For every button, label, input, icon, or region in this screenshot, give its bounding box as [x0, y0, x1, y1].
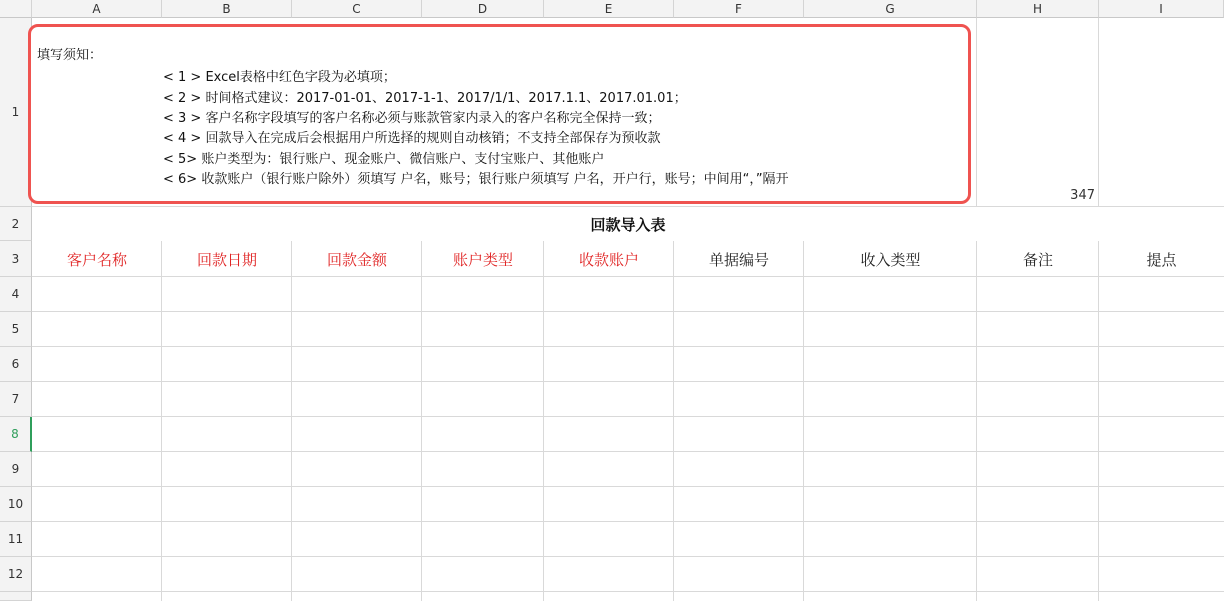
grid-line	[291, 241, 292, 601]
column-header-g[interactable]: G	[804, 0, 977, 18]
fill-instructions-cell[interactable]	[28, 24, 971, 204]
sheet-title[interactable]: 回款导入表	[32, 207, 1224, 241]
row-header-12[interactable]: 12	[0, 557, 32, 592]
grid-line	[976, 241, 977, 601]
column-header-c[interactable]: C	[292, 0, 422, 18]
column-header-a[interactable]: A	[32, 0, 162, 18]
row-header-5[interactable]: 5	[0, 312, 32, 347]
header-document-number[interactable]: 单据编号	[675, 242, 803, 276]
row-header-7[interactable]: 7	[0, 382, 32, 417]
header-remarks[interactable]: 备注	[978, 242, 1098, 276]
row-header-10[interactable]: 10	[0, 487, 32, 522]
grid-line	[32, 381, 1224, 382]
grid-line	[32, 451, 1224, 452]
row-header-11[interactable]: 11	[0, 522, 32, 557]
grid-line	[543, 241, 544, 601]
header-account-type[interactable]: 账户类型	[423, 242, 543, 276]
grid-line	[161, 241, 162, 601]
grid-line	[32, 521, 1224, 522]
instructions-title: 填写须知：	[37, 48, 103, 63]
header-payment-date[interactable]: 回款日期	[163, 242, 291, 276]
grid-line	[32, 311, 1224, 312]
instruction-rule: < 6> 收款账户（银行账户除外）须填写 户名，账号；银行账户须填写 户名，开户行，账号；中间用“，”隔开	[163, 172, 789, 187]
header-payment-amount[interactable]: 回款金额	[293, 242, 421, 276]
header-income-type[interactable]: 收入类型	[805, 242, 976, 276]
column-header-b[interactable]: B	[162, 0, 292, 18]
row-header-8[interactable]: 8	[0, 417, 32, 452]
grid-line	[32, 276, 1224, 277]
cell-h1-value[interactable]: 347	[1070, 188, 1095, 203]
grid-line	[32, 416, 1224, 417]
header-customer-name[interactable]: 客户名称	[33, 242, 161, 276]
select-all-corner[interactable]	[0, 0, 32, 18]
header-commission[interactable]: 提点	[1100, 242, 1223, 276]
instruction-rule: < 4 > 回款导入在完成后会根据用户所选择的规则自动核销；不支持全部保存为预收款	[163, 131, 661, 146]
instruction-rule: < 3 > 客户名称字段填写的客户名称必须与账款管家内录入的客户名称完全保持一致；	[163, 111, 661, 126]
row-header-6[interactable]: 6	[0, 347, 32, 382]
grid-line	[32, 591, 1224, 592]
row-header-9[interactable]: 9	[0, 452, 32, 487]
row-header-13[interactable]	[0, 592, 32, 601]
row-header-3[interactable]: 3	[0, 241, 32, 277]
grid-line	[1098, 18, 1099, 601]
header-receiving-account[interactable]: 收款账户	[545, 242, 673, 276]
instruction-rule: < 1 > Excel表格中红色字段为必填项；	[163, 70, 396, 85]
grid-line	[32, 556, 1224, 557]
column-header-i[interactable]: I	[1099, 0, 1224, 18]
instruction-rule: < 2 > 时间格式建议：2017-01-01、2017-1-1、2017/1/1、2017.1.1、2017.01.01；	[163, 91, 687, 106]
grid-line	[673, 241, 674, 601]
grid-line	[421, 241, 422, 601]
grid-line	[803, 241, 804, 601]
instruction-rule: < 5> 账户类型为：银行账户、现金账户、微信账户、支付宝账户、其他账户	[163, 152, 605, 167]
grid-line	[32, 346, 1224, 347]
column-header-d[interactable]: D	[422, 0, 544, 18]
row-header-2[interactable]: 2	[0, 207, 32, 241]
row-header-1[interactable]: 1	[0, 18, 32, 207]
grid-line	[32, 486, 1224, 487]
column-header-h[interactable]: H	[977, 0, 1099, 18]
column-header-e[interactable]: E	[544, 0, 674, 18]
row-header-4[interactable]: 4	[0, 277, 32, 312]
column-header-f[interactable]: F	[674, 0, 804, 18]
